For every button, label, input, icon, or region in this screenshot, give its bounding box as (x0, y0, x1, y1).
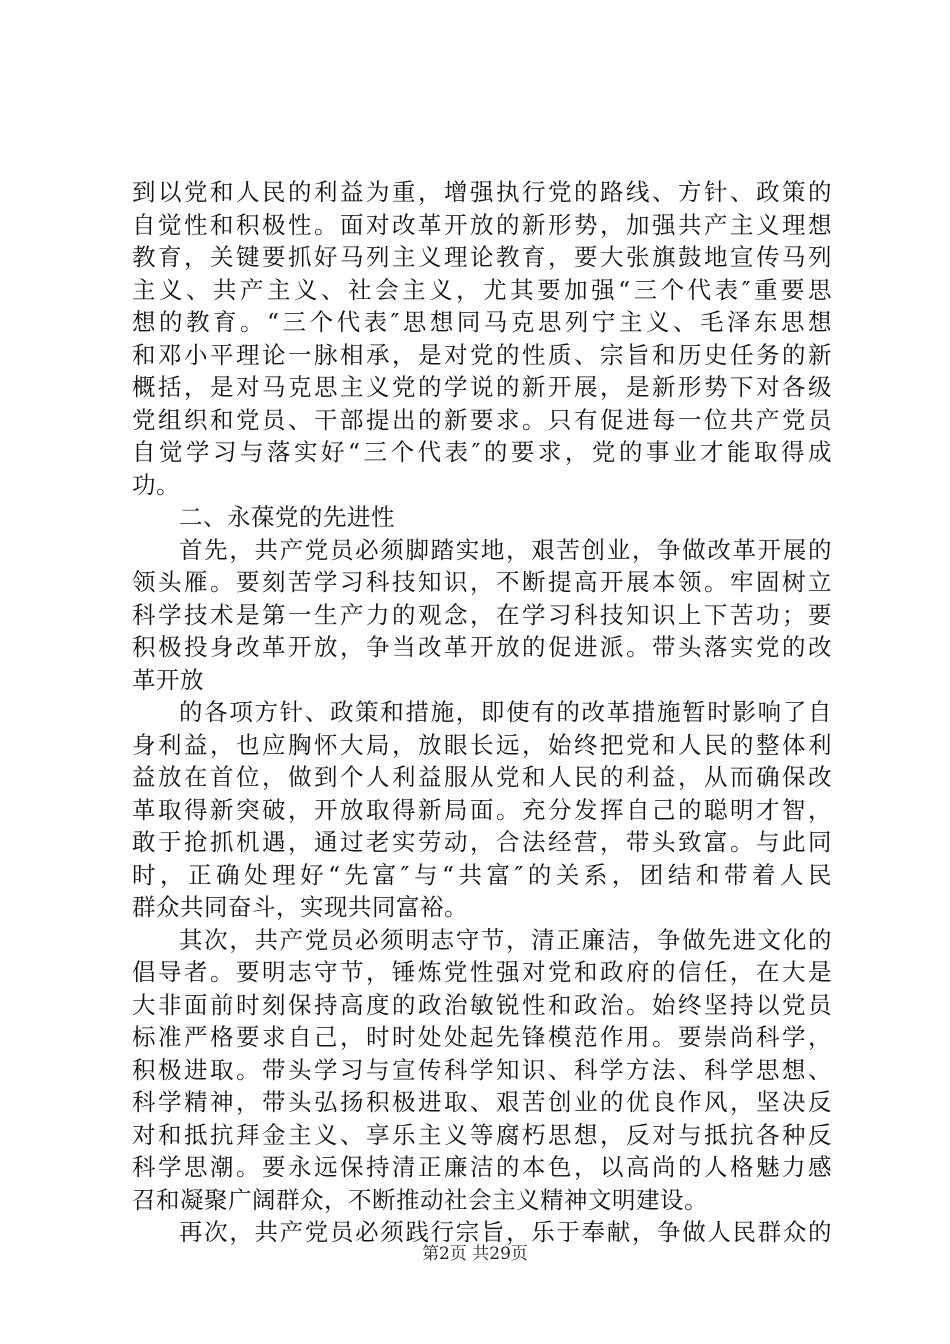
text-line: 敢于抢抓机遇，通过老实劳动，合法经营，带头致富。与此同 (132, 828, 832, 856)
text-line: 大非面前时刻保持高度的政治敏锐性和政治。始终坚持以党员 (132, 990, 832, 1019)
text-line: 教育，关键要抓好马列主义理论教育，要大张旗鼓地宣传马列 (132, 243, 832, 271)
text-line: 首先，共产党员必须脚踏实地，艰苦创业，争做改革开展的 (179, 535, 832, 564)
text-line: 自觉性和积极性。面对改革开放的新形势，加强共产主义理想 (132, 210, 832, 239)
text-line: 时，正确处理好“先富″与“共富″的关系，团结和带着人民 (132, 860, 832, 889)
text-line: 科学思潮。要永远保持清正廉洁的本色，以高尚的人格魅力感 (132, 1153, 832, 1181)
text-line: 自觉学习与落实好“三个代表″的要求，党的事业才能取得成 (132, 438, 832, 466)
text-line: 想的教育。“三个代表″思想同马克思列宁主义、毛泽东思想 (132, 308, 832, 336)
text-line: 身利益，也应胸怀大局，放眼长远，始终把党和人民的整体利 (132, 730, 832, 759)
text-line: 科学技术是第一生产力的观念，在学习科技知识上下苦功；要 (132, 600, 832, 629)
text-line: 主义、共产主义、社会主义，尤其要加强“三个代表″重要思 (132, 275, 832, 304)
text-line: 群众共同奋斗，实现共同富裕。 (132, 893, 468, 921)
text-line: 再次，共产党员必须践行宗旨，乐于奉献，争做人民群众的 (179, 1218, 832, 1246)
text-line: 到以党和人民的利益为重，增强执行党的路线、方针、政策的 (132, 178, 832, 206)
text-line: 党组织和党员、干部提出的新要求。只有促进每一位共产党员 (132, 405, 832, 434)
page-number-footer: 第2页 共29页 (422, 1244, 528, 1264)
document-body (132, 176, 832, 1249)
text-line: 其次，共产党员必须明志守节，清正廉洁，争做先进文化的 (179, 925, 832, 954)
text-line: 功。 (132, 470, 180, 499)
text-line: 倡导者。要明志守节，锤炼党性强对党和政府的信任，在大是 (132, 958, 832, 986)
text-line: 对和抵抗拜金主义、享乐主义等腐朽思想，反对与抵抗各种反 (132, 1120, 832, 1149)
text-line: 二、永葆党的先进性 (179, 503, 395, 531)
text-line: 积极投身改革开放，争当改革开放的促进派。带头落实党的改 (132, 633, 832, 661)
text-line: 概括，是对马克思主义党的学说的新开展，是新形势下对各级 (132, 373, 832, 401)
text-line: 召和凝聚广阔群众，不断推动社会主义精神文明建设。 (132, 1185, 708, 1214)
text-line: 标准严格要求自己，时时处处起先锋模范作用。要崇尚科学， (132, 1023, 832, 1051)
text-line: 和邓小平理论一脉相承，是对党的性质、宗旨和历史任务的新 (132, 340, 832, 369)
text-line: 领头雁。要刻苦学习科技知识，不断提高开展本领。牢固树立 (132, 568, 832, 596)
text-line: 科学精神，带头弘扬积极进取、艰苦创业的优良作风，坚决反 (132, 1088, 832, 1116)
text-line: 的各项方针、政策和措施，即使有的改革措施暂时影响了自 (179, 698, 832, 726)
text-line: 革取得新突破，开放取得新局面。充分发挥自己的聪明才智， (132, 795, 832, 824)
text-line: 革开放 (132, 665, 204, 694)
text-line: 益放在首位，做到个人利益服从党和人民的利益，从而确保改 (132, 763, 832, 791)
text-line: 积极进取。带头学习与宣传科学知识、科学方法、科学思想、 (132, 1055, 832, 1084)
